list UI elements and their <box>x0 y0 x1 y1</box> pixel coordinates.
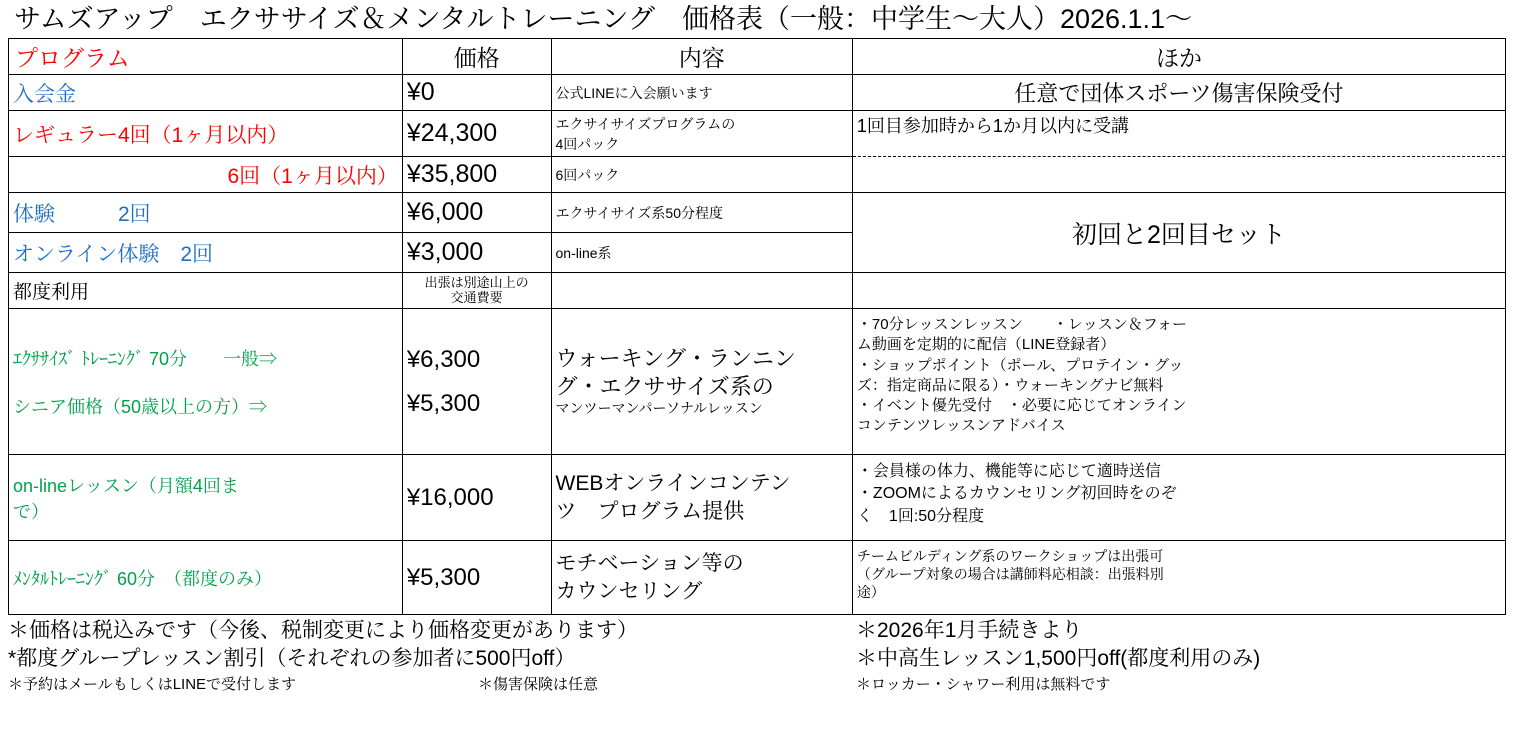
table-row <box>9 157 1506 193</box>
footer-right-line-1: ＊2026年1月手続きより <box>856 619 1083 642</box>
price-note-line-2: 交通費要 <box>450 289 503 305</box>
price-note-line-1: 出張は別途山上の <box>424 274 529 290</box>
content-line-2: 4回パック <box>555 135 620 152</box>
row-content-online-trial: on-line系 <box>551 233 852 273</box>
row-content-online-lesson <box>551 455 852 541</box>
row-program-exercise-training <box>9 309 403 455</box>
row-price-exercise-training <box>402 309 551 455</box>
row-program-trial2: 体験 2回 <box>9 193 403 233</box>
row-program-online-lesson <box>9 455 403 541</box>
other-line-1: ・70分レッスンレッスン ・レッスン＆フォー <box>856 316 1188 333</box>
other-line-1: ・会員様の体力、機能等に応じて適時送信 <box>856 463 1161 480</box>
row-other-exercise-training <box>852 309 1505 455</box>
other-line-2: ム動画を定期的に配信（LINE登録者） <box>856 336 1116 354</box>
price-line-1: ¥6,300 <box>406 345 481 373</box>
row-other-per-use <box>852 273 1505 309</box>
row-other-admission: 任意で団体スポーツ傷害保険受付 <box>852 75 1505 111</box>
other-line-3: く 1回:50分程度 <box>856 507 985 525</box>
program-line-2: で） <box>13 501 49 522</box>
header-price: 価格 <box>402 39 551 75</box>
content-line-1: モチベーション等の <box>555 552 744 576</box>
other-line-4: ズ：指定商品に限る）・ウォーキングナビ無料 <box>856 376 1164 394</box>
row-content-regular6: 6回パック <box>551 157 852 193</box>
row-other-online-lesson <box>852 455 1505 541</box>
row-program-admission: 入会金 <box>9 75 403 111</box>
table-row <box>9 193 1506 233</box>
other-line-2: （グループ対象の場合は講師料応相談：出張料別 <box>856 566 1164 583</box>
row-price-online-lesson: ¥16,000 <box>402 455 551 541</box>
other-line-2: ・ZOOMによるカウンセリング初回時をのぞ <box>856 485 1177 503</box>
row-program-per-use: 都度利用 <box>9 273 403 309</box>
row-content-per-use <box>551 273 852 309</box>
row-content-mental-training <box>551 541 852 615</box>
other-line-5: ・イベント優先受付 ・必要に応じてオンライン <box>856 397 1187 414</box>
content-line-2: グ・エクササイズ系の <box>555 373 774 399</box>
row-price-online-trial: ¥3,000 <box>402 233 551 273</box>
row-price-note-per-use <box>402 273 551 309</box>
row-price-regular4: ¥24,300 <box>402 111 551 157</box>
other-line-1: チームビルディング系のワークショップは出張可 <box>856 548 1164 564</box>
table-row <box>9 75 1506 111</box>
footer-left-line-2: *都度グループレッスン割引（それぞれの参加者に500円off） <box>8 647 576 671</box>
row-content-regular4 <box>551 111 852 157</box>
program-line-1: ｴｸｻｻｲｽﾞ ﾄﾚｰﾆﾝｸﾞ 70分 一般⇒ <box>13 348 278 369</box>
row-content-exercise-training <box>551 309 852 455</box>
footer-right-line-2: ＊中高生レッスン1,500円off(都度利用のみ) <box>856 647 1261 671</box>
row-content-admission: 公式LINEに入会願います <box>551 75 852 111</box>
page-title: サムズアップ エクササイズ＆メンタルトレーニング 価格表（一般：中学生～大人）2026.1.1～ <box>14 4 1193 34</box>
row-program-mental-training: ﾒﾝﾀﾙﾄﾚｰﾆﾝｸﾞ 60分 （都度のみ） <box>9 541 403 615</box>
row-other-trial: 初回と2回目セット <box>852 193 1505 273</box>
row-program-regular6: 6回（1ヶ月以内） <box>9 157 403 193</box>
content-line-2: ツ プログラム提供 <box>555 499 745 523</box>
row-other-regular6 <box>852 157 1505 193</box>
content-line-1: WEBオンラインコンテン <box>555 472 791 496</box>
row-content-trial2: エクサイサイズ系50分程度 <box>551 193 852 233</box>
row-price-regular6: ¥35,800 <box>402 157 551 193</box>
row-other-mental-training <box>852 541 1505 615</box>
content-line-1: エクサイサイズプログラムの <box>555 115 736 132</box>
table-row <box>9 541 1506 615</box>
row-program-online-trial: オンライン体験 2回 <box>9 233 403 273</box>
footer-notes <box>8 617 1506 695</box>
table-row <box>9 455 1506 541</box>
program-line-1: on-lineレッスン（月額4回ま <box>13 475 239 496</box>
header-program: プログラム <box>9 39 403 75</box>
other-line-6: コンテンツレッスンアドバイス <box>856 417 1066 435</box>
price-line-2: ¥5,300 <box>406 389 481 417</box>
content-line-1: ウォーキング・ランニン <box>555 346 796 372</box>
footer-left-small-2: ＊傷害保険は任意 <box>478 675 599 693</box>
row-price-trial2: ¥6,000 <box>402 193 551 233</box>
table-row <box>9 309 1506 455</box>
content-line-2: カウンセリング <box>555 579 703 603</box>
header-content: 内容 <box>551 39 852 75</box>
table-header-row <box>9 39 1506 75</box>
row-other-regular4: 1回目参加時から1か月以内に受講 <box>852 111 1505 157</box>
table-row <box>9 273 1506 309</box>
other-line-3: ・ショップポイント（ポール、プロテイン・グッ <box>856 356 1184 374</box>
header-other: ほか <box>852 39 1505 75</box>
table-row <box>9 111 1506 157</box>
footer-right-small: ＊ロッカー・シャワー利用は無料です <box>856 675 1111 693</box>
row-price-admission: ¥0 <box>402 75 551 111</box>
other-line-3: 途） <box>856 584 885 601</box>
footer-left-small-1: ＊予約はメールもしくはLINEで受付します <box>8 675 297 693</box>
content-line-3: マンツーマンパーソナルレッスン <box>555 400 763 417</box>
program-line-2: シニア価格（50歳以上の方）⇒ <box>13 396 268 417</box>
row-program-regular4: レギュラー4回（1ヶ月以内） <box>9 111 403 157</box>
row-price-mental-training: ¥5,300 <box>402 541 551 615</box>
price-table <box>8 38 1506 615</box>
footer-left-line-1: ＊価格は税込みです（今後、税制変更により価格変更があります） <box>8 619 638 642</box>
